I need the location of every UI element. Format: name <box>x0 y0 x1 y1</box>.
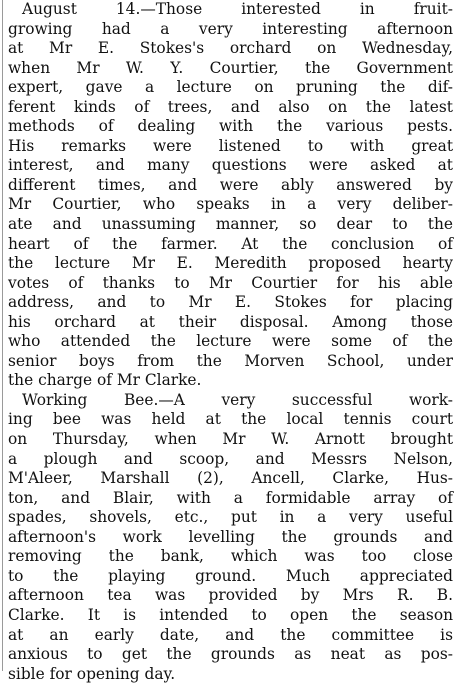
text-line: on Thursday, when Mr W. Arnott brought <box>8 430 453 449</box>
paragraph-orchard-lecture <box>8 0 453 391</box>
text-line: address, and to Mr E. Stokes for placing <box>8 293 453 312</box>
text-line: sible for opening day. <box>8 664 176 683</box>
text-line: interest, and many questions were asked at <box>8 156 453 175</box>
text-line: ferent kinds of trees, and also on the latest <box>8 97 453 116</box>
text-line: heart of the farmer. At the conclusion of <box>8 234 453 253</box>
text-line: ing bee was held at the local tennis court <box>8 410 453 429</box>
text-line: his orchard at their disposal. Among those <box>8 312 453 331</box>
text-line: Clarke. It is intended to open the season <box>8 605 453 624</box>
text-line: the charge of Mr Clarke. <box>8 371 202 390</box>
text-line: expert, gave a lecture on pruning the dif- <box>8 78 453 97</box>
text-line: at Mr E. Stokes's orchard on Wednesday, <box>8 39 453 58</box>
text-line: His remarks were listened to with great <box>8 136 453 155</box>
text-line: different times, and were ably answered by <box>8 175 453 194</box>
text-line: M'Aleer, Marshall (2), Ancell, Clarke, Hus- <box>8 469 453 488</box>
text-line: who attended the lecture were some of the <box>8 332 453 351</box>
text-line: the lecture Mr E. Meredith proposed hearty <box>8 254 453 273</box>
text-line: a plough and scoop, and Messrs Nelson, <box>8 449 453 468</box>
text-line: at an early date, and the committee is <box>8 625 453 644</box>
text-line: August 14.—Those interested in fruit- <box>22 0 453 18</box>
text-line: Mr Courtier, who speaks in a very deliber- <box>8 195 453 214</box>
text-line: removing the bank, which was too close <box>8 547 453 566</box>
text-line: spades, shovels, etc., put in a very useful <box>8 508 453 527</box>
column-rule <box>2 0 3 671</box>
text-line: when Mr W. Y. Courtier, the Government <box>8 58 453 77</box>
text-line: Working Bee.—A very successful work- <box>22 390 453 409</box>
text-line: methods of dealing with the various pests. <box>8 117 453 136</box>
text-line: votes of thanks to Mr Courtier for his able <box>8 273 453 292</box>
paragraph-working-bee <box>8 391 453 684</box>
text-line: afternoon tea was provided by Mrs R. B. <box>8 586 453 605</box>
text-line: ton, and Blair, with a formidable array of <box>8 488 453 507</box>
article-body <box>8 0 453 684</box>
text-line: growing had a very interesting afternoon <box>8 19 453 38</box>
text-line: senior boys from the Morven School, under <box>8 351 453 370</box>
text-line: afternoon's work levelling the grounds and <box>8 527 453 546</box>
text-line: anxious to get the grounds as neat as pos- <box>8 645 453 664</box>
text-line: to the playing ground. Much appreciated <box>8 566 453 585</box>
text-line: ate and unassuming manner, so dear to the <box>8 215 453 234</box>
